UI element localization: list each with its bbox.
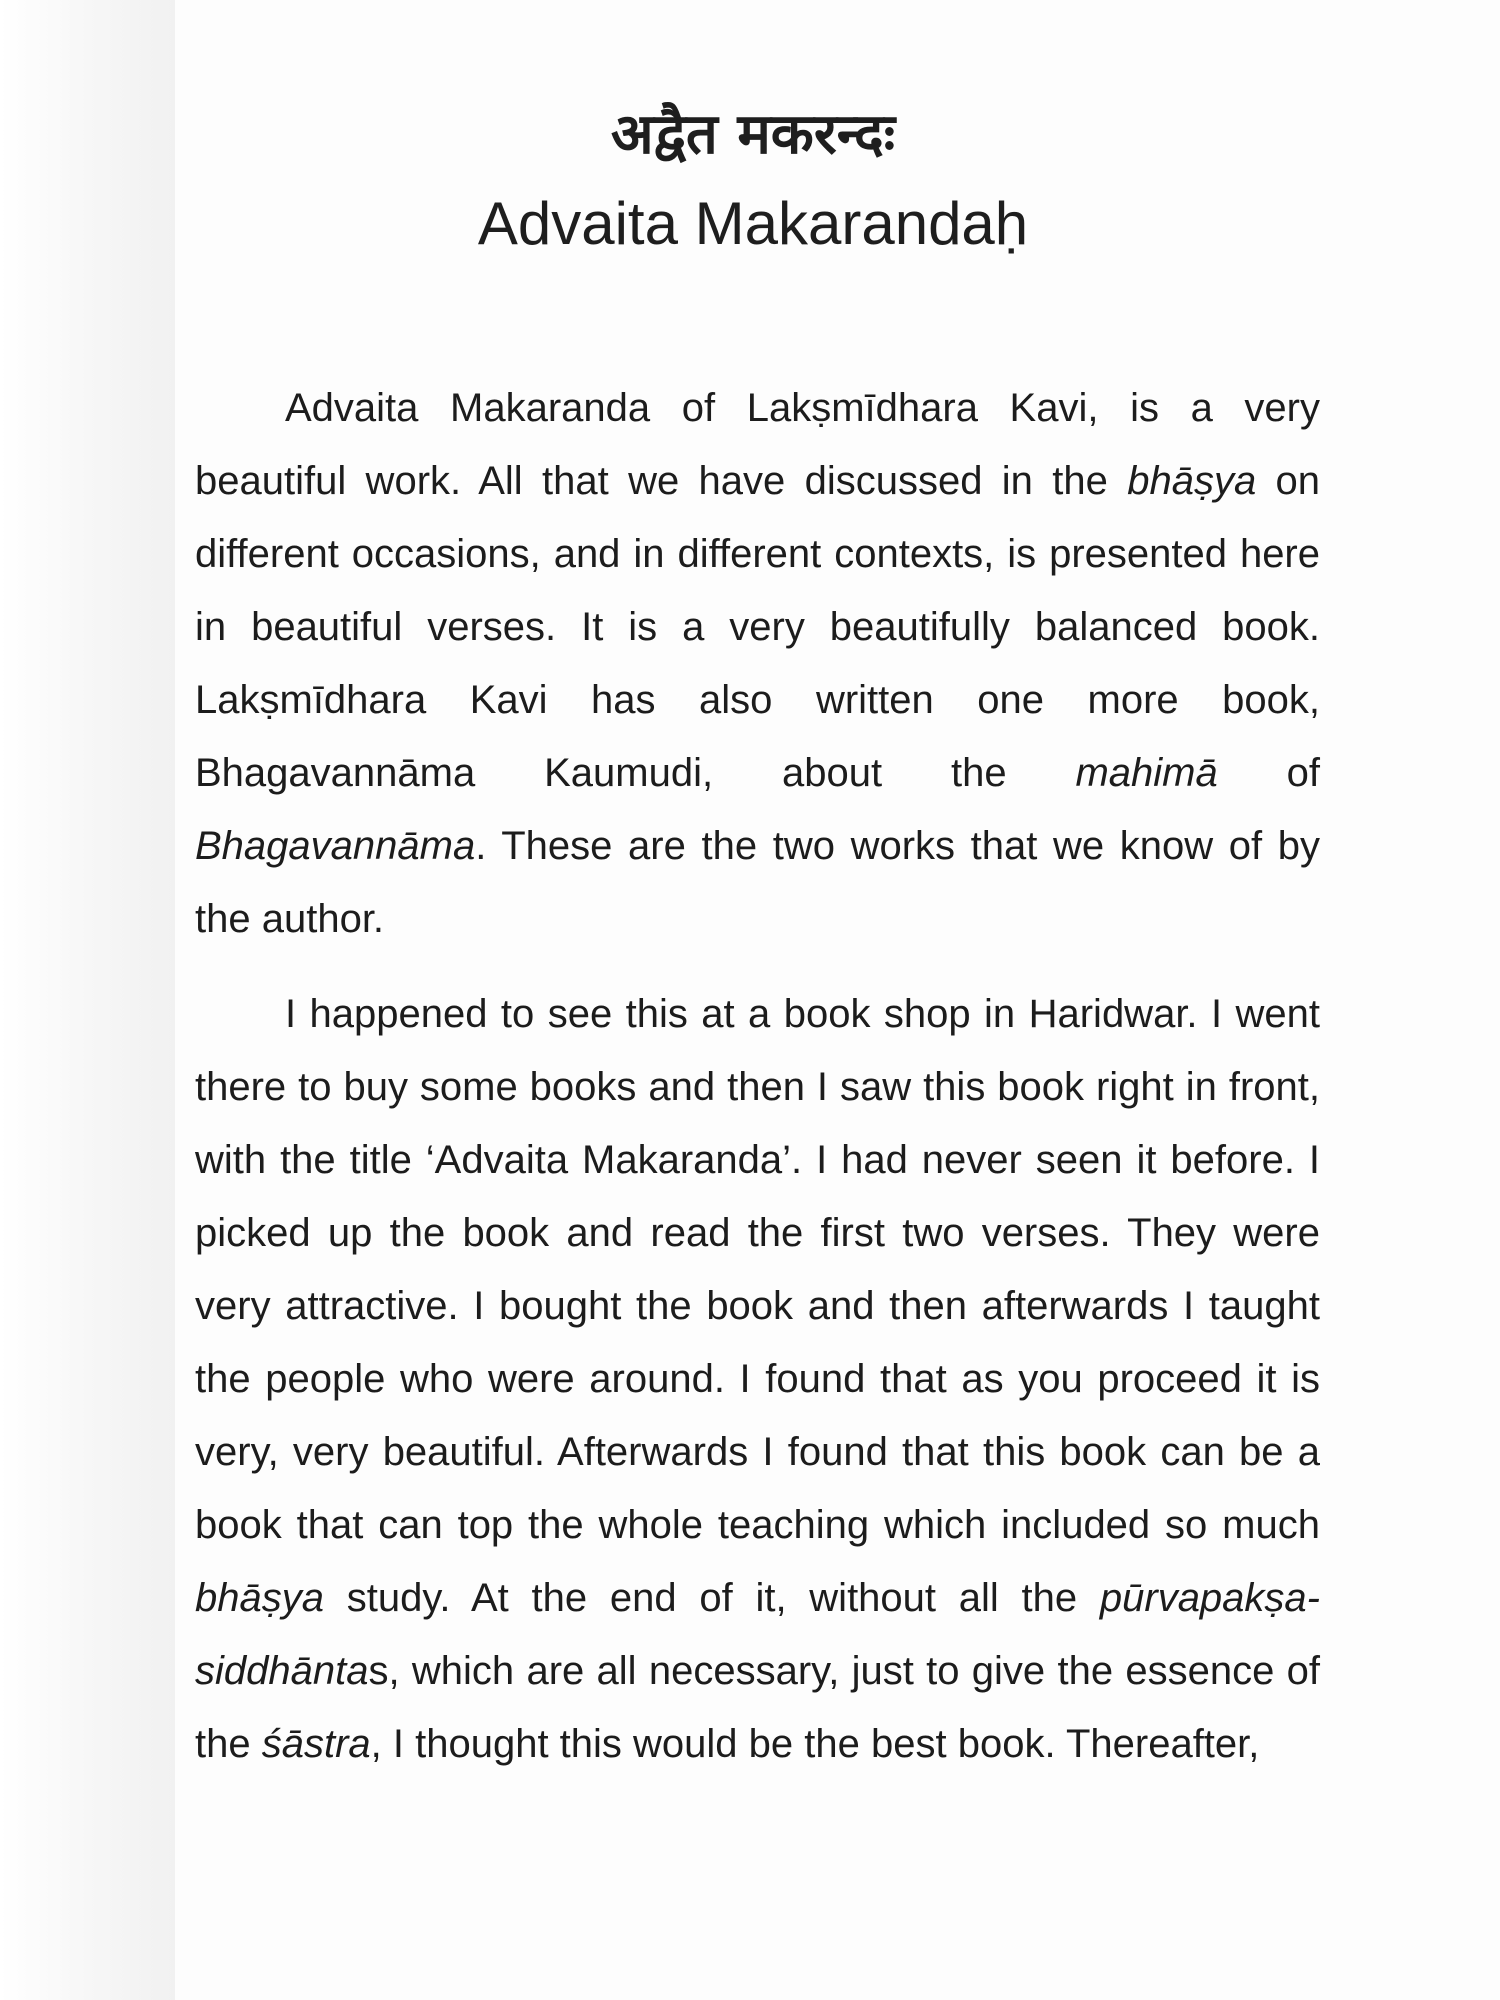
italic-term: mahimā bbox=[1075, 751, 1218, 795]
body-text bbox=[195, 372, 1320, 1781]
title-sanskrit: अद्वैत मकरन्दः bbox=[610, 102, 896, 167]
italic-term: pūrvapakṣa-siddhānta bbox=[195, 1576, 1320, 1693]
italic-term: bhāṣya bbox=[1127, 459, 1257, 503]
text-run: study. At the end of it, without all the bbox=[323, 1576, 1100, 1620]
text-run: s, which are all necessary, just to give the essence of the bbox=[195, 1649, 1320, 1766]
italic-term: śāstra bbox=[261, 1722, 371, 1766]
paragraph-2 bbox=[195, 978, 1320, 1781]
italic-term: bhāṣya bbox=[195, 1576, 324, 1620]
page-gutter-shadow bbox=[0, 0, 175, 2000]
text-run: . These are the two works that we know of by the author. bbox=[195, 824, 1320, 941]
text-run: of bbox=[1217, 751, 1320, 795]
text-run: on different occasions, and in different contexts, is presented here in beautiful verses. It is a very beautifully balanced book. Lakṣmīdhara Kavi has also written one more book, Bhagavannāma Kaumudi, about the bbox=[195, 459, 1321, 795]
italic-term: Bhagavannāma bbox=[195, 824, 476, 868]
paragraph-1 bbox=[195, 372, 1320, 956]
title-english: Advaita Makarandaḥ bbox=[477, 190, 1029, 257]
text-run: Advaita Makaranda of Lakṣmīdhara Kavi, is a very beautiful work. All that we have discussed in the bbox=[195, 386, 1320, 503]
text-run: , I thought this would be the best book. Thereafter, bbox=[370, 1722, 1260, 1766]
text-run: I happened to see this at a book shop in Haridwar. I went there to buy some books and then I saw this book right in front, with the title ‘Advaita Makaranda’. I had never seen it before. I picked up the book and read the first two verses. They were very attractive. I bought the book and then afterwards I taught the people who were around. I found that as you proceed it is very, very beautiful. Afterwards I found that this book can be a book that can top the whole teaching which included so much bbox=[195, 992, 1320, 1547]
chapter-heading bbox=[176, 95, 1330, 269]
